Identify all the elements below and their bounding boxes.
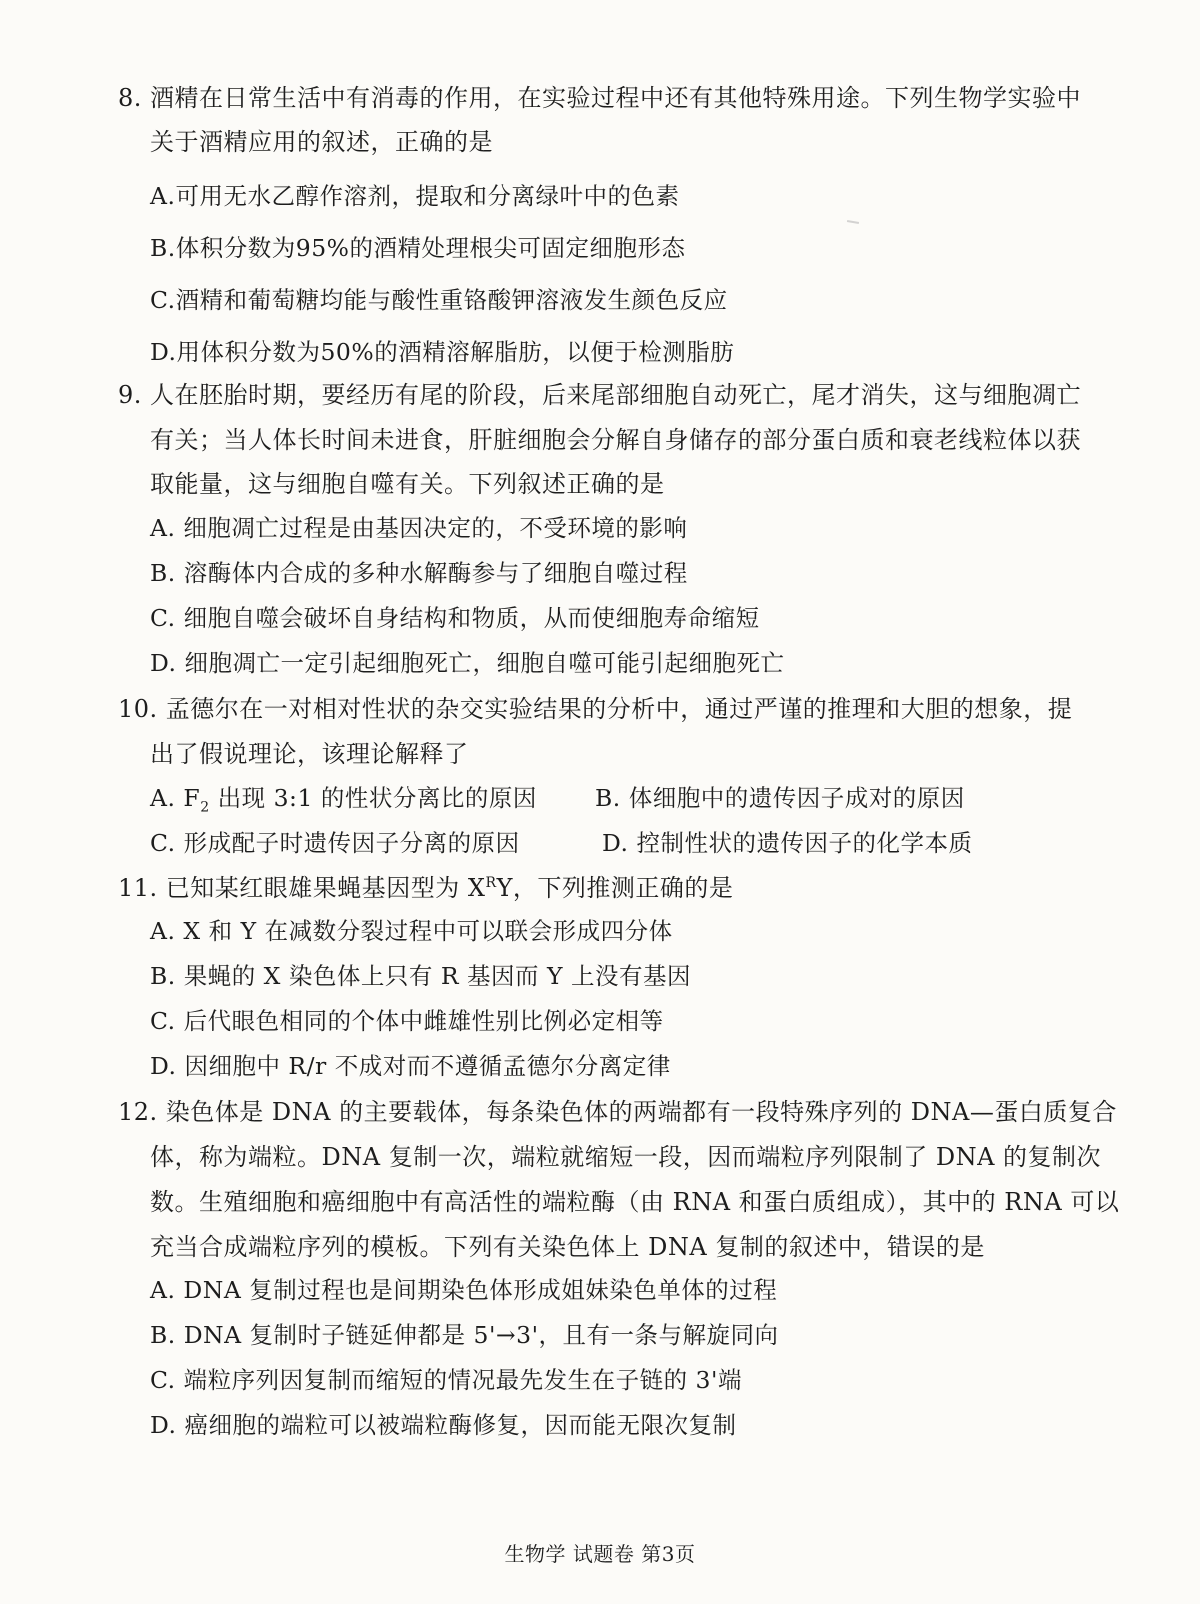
q8-option-b: B.体积分数为95%的酒精处理根尖可固定细胞形态 [150,234,686,262]
q8-option-a: A.可用无水乙醇作溶剂，提取和分离绿叶中的色素 [150,182,680,210]
q10-option-b: B. 体细胞中的遗传因子成对的原因 [595,784,965,812]
q10-option-d: D. 控制性状的遗传因子的化学本质 [602,829,973,857]
q8-option-c: C.酒精和葡萄糖均能与酸性重铬酸钾溶液发生颜色反应 [150,286,728,314]
q12-stem-line4: 充当合成端粒序列的模板。下列有关染色体上 DNA 复制的叙述中，错误的是 [150,1233,985,1261]
q9-stem-line3: 取能量，这与细胞自噬有关。下列叙述正确的是 [150,470,665,498]
q9-stem-line1: 9. 人在胚胎时期，要经历有尾的阶段，后来尾部细胞自动死亡，尾才消失，这与细胞凋亡 [118,381,1082,409]
q11-option-b: B. 果蝇的 X 染色体上只有 R 基因而 Y 上没有基因 [150,962,691,990]
q10-option-a [150,784,537,816]
q8-stem-line2: 关于酒精应用的叙述，正确的是 [150,128,493,156]
q9-stem-line2: 有关；当人体长时间未进食，肝脏细胞会分解自身储存的部分蛋白质和衰老线粒体以获 [150,426,1081,454]
q9-option-c: C. 细胞自噬会破坏自身结构和物质，从而使细胞寿命缩短 [150,604,760,632]
q9-option-d: D. 细胞凋亡一定引起细胞死亡，细胞自噬可能引起细胞死亡 [150,649,785,677]
q12-option-b: B. DNA 复制时子链延伸都是 5'→3'，且有一条与解旋同向 [150,1321,779,1349]
q10-stem-line1: 10. 孟德尔在一对相对性状的杂交实验结果的分析中，通过严谨的推理和大胆的想象，提 [118,695,1073,723]
q12-stem-line1: 12. 染色体是 DNA 的主要载体，每条染色体的两端都有一段特殊序列的 DNA—蛋白质复合 [118,1098,1117,1126]
q11-stem-superscript: R [485,875,497,891]
q9-option-a: A. 细胞凋亡过程是由基因决定的，不受环境的影响 [150,514,688,542]
q10-option-a-subscript: 2 [200,799,210,816]
q12-stem-line2: 体，称为端粒。DNA 复制一次，端粒就缩短一段，因而端粒序列限制了 DNA 的复制次 [150,1143,1102,1171]
q11-option-d: D. 因细胞中 R/r 不成对而不遵循孟德尔分离定律 [150,1052,671,1080]
q11-option-a: A. X 和 Y 在减数分裂过程中可以联会形成四分体 [150,917,673,945]
q10-option-c: C. 形成配子时遗传因子分离的原因 [150,829,520,857]
q11-stem-prefix: 11. 已知某红眼雄果蝇基因型为 X [118,874,486,902]
page-footer: 生物学 试题卷 第3页 [504,1542,696,1566]
q10-option-a-prefix: A. F [150,784,201,812]
q8-option-d: D.用体积分数为50%的酒精溶解脂肪，以便于检测脂肪 [150,338,735,366]
q10-stem-line2: 出了假说理论，该理论解释了 [150,740,469,768]
q11-stem-rest: Y，下列推测正确的是 [496,874,734,902]
q10-option-a-rest: 出现 3:1 的性状分离比的原因 [217,784,537,812]
q9-option-b: B. 溶酶体内合成的多种水解酶参与了细胞自噬过程 [150,559,688,587]
q8-stem-line1: 8. 酒精在日常生活中有消毒的作用，在实验过程中还有其他特殊用途。下列生物学实验中 [118,84,1082,112]
scan-smudge [847,220,859,224]
q12-stem-line3: 数。生殖细胞和癌细胞中有高活性的端粒酶（由 RNA 和蛋白质组成），其中的 RNA 可以 [150,1188,1120,1216]
q12-option-d: D. 癌细胞的端粒可以被端粒酶修复，因而能无限次复制 [150,1411,737,1439]
q12-option-c: C. 端粒序列因复制而缩短的情况最先发生在子链的 3'端 [150,1366,742,1394]
q11-option-c: C. 后代眼色相同的个体中雌雄性别比例必定相等 [150,1007,664,1035]
q12-option-a: A. DNA 复制过程也是间期染色体形成姐妹染色单体的过程 [150,1276,778,1304]
q11-stem [118,876,733,900]
